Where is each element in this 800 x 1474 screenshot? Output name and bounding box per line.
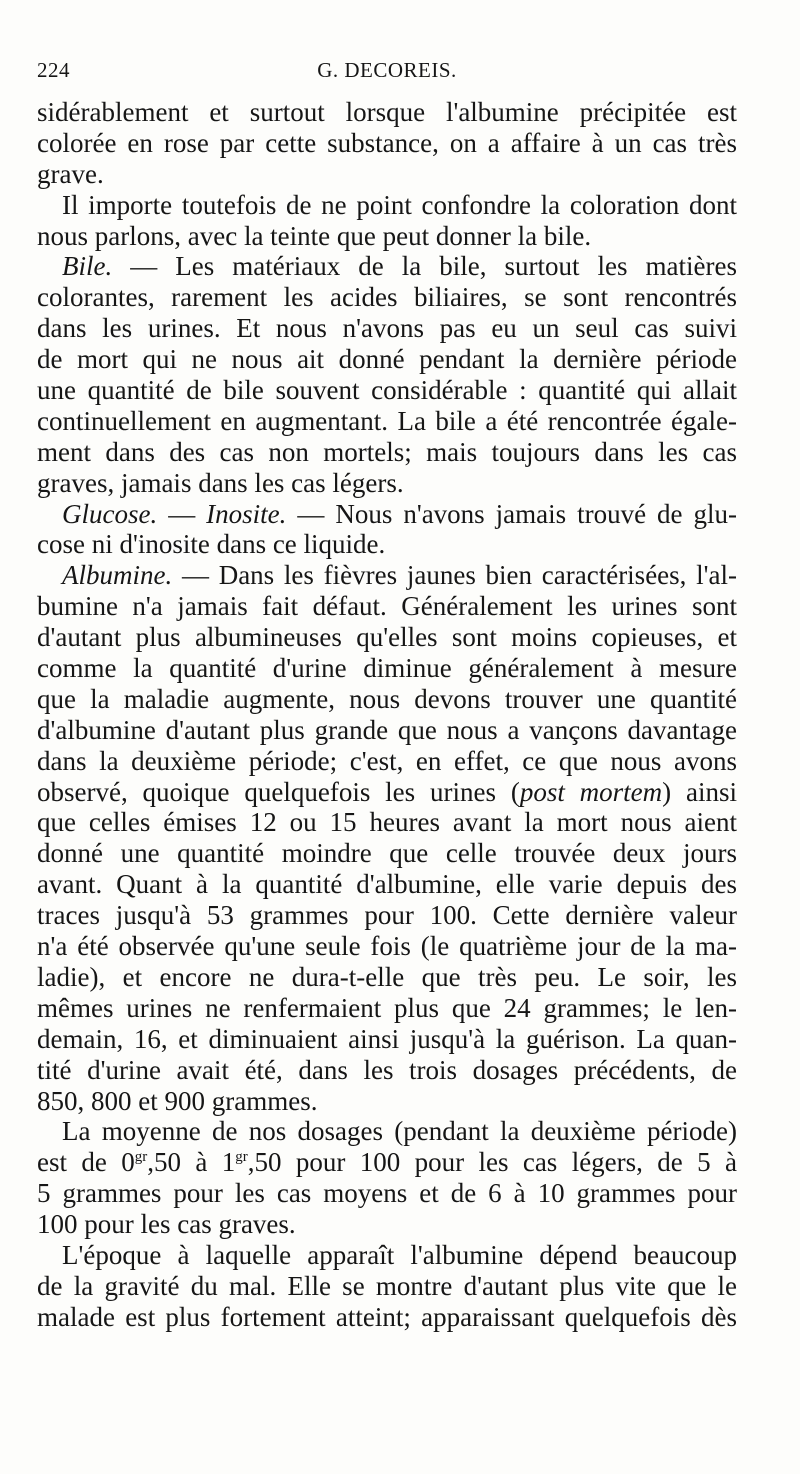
text-line: 100 pour les cas graves.	[37, 1209, 296, 1240]
text-line: traces jusqu'à 53 grammes pour 100. Cette dernière valeur	[37, 900, 737, 931]
text-line: continuellement en augmentant. La bile a été rencontrée égale-	[37, 405, 737, 436]
text-line: d'autant plus albumineuses qu'elles sont moins copieuses, et	[37, 622, 737, 653]
page-number: 224	[37, 58, 70, 82]
text-segment: ,50 à 1	[147, 1147, 236, 1178]
unit-superscript: gr	[235, 1149, 248, 1166]
unit-superscript: gr	[134, 1149, 148, 1166]
text-line: cose ni d'inosite dans ce liquide.	[37, 529, 386, 560]
text-line: 850, 800 et 900 grammes.	[37, 1085, 318, 1116]
text-line: comme la quantité d'urine diminue généralement à mesure	[37, 653, 737, 684]
text-segment: — Les matériaux de la bile, surtout les matières	[112, 251, 737, 282]
text-line: bumine n'a jamais fait défaut. Généralement les urines sont	[37, 591, 737, 622]
text-segment: ,50 pour 100 pour les cas légers, de 5 à	[247, 1147, 738, 1178]
text-line: sidérablement et surtout lorsque l'albumine précipitée est	[37, 97, 737, 127]
text-line	[37, 560, 737, 591]
text-line: dans les urines. Et nous n'avons pas eu un seul cas suivi	[37, 313, 737, 344]
text-segment: observé, quoique quelquefois les urines (	[37, 776, 520, 807]
text-line: nous parlons, avec la teinte que peut donner la bile.	[37, 220, 592, 251]
text-line: grave.	[37, 158, 104, 189]
text-line: malade est plus fortement atteint; apparaissant quelquefois dès	[37, 1301, 737, 1332]
text-line: que celles émises 12 ou 15 heures avant la mort nous aient	[37, 807, 737, 838]
page-header	[37, 58, 737, 88]
text-line: mêmes urines ne renfermaient plus que 24 grammes; le len-	[37, 992, 737, 1023]
text-line: que la maladie augmente, nous devons trouver une quantité	[37, 683, 737, 714]
text-line: avant. Quant à la quantité d'albumine, elle varie depuis des	[37, 869, 737, 900]
text-line	[37, 777, 737, 808]
section-heading-albumine: Albumine.	[62, 560, 173, 591]
text-line: L'époque à laquelle apparaît l'albumine dépend beaucoup	[62, 1239, 737, 1270]
text-line	[37, 1147, 737, 1178]
text-segment: —	[157, 498, 207, 529]
text-line: de mort qui ne nous ait donné pendant la dernière période	[37, 344, 737, 375]
text-line: tité d'urine avait été, dans les trois dosages précédents, de	[37, 1054, 737, 1085]
text-line: de la gravité du mal. Elle se montre d'autant plus vite que le	[37, 1270, 737, 1301]
text-line: dans la deuxième période; c'est, en effet, ce que nous avons	[37, 745, 737, 776]
text-segment: est de 0	[37, 1147, 135, 1178]
text-line: donné une quantité moindre que celle trouvée deux jours	[37, 838, 737, 869]
text-line	[37, 251, 737, 282]
text-line: d'albumine d'autant plus grande que nous a vançons davantage	[37, 714, 737, 745]
text-line: ment dans des cas non mortels; mais toujours dans les cas	[37, 436, 737, 467]
text-line: graves, jamais dans les cas légers.	[37, 467, 404, 498]
text-line: Il importe toutefois de ne point confondre la coloration dont	[62, 189, 737, 220]
text-line: une quantité de bile souvent considérable : quantité qui allait	[37, 375, 737, 406]
text-segment: — Dans les fièvres jaunes bien caractérisées, l'al-	[172, 560, 737, 591]
text-line: colorantes, rarement les acides biliaires, se sont rencontrés	[37, 282, 737, 313]
section-heading-glucose: Glucose.	[62, 498, 158, 529]
text-line: n'a été observée qu'une seule fois (le quatrième jour de la ma-	[37, 931, 737, 962]
text-line: La moyenne de nos dosages (pendant la deuxième période)	[62, 1116, 737, 1147]
text-segment: — Nous n'avons jamais trouvé de glu-	[286, 498, 737, 529]
text-line: colorée en rose par cette substance, on a affaire à un cas très	[37, 127, 737, 158]
text-line: 5 grammes pour les cas moyens et de 6 à 10 grammes pour	[37, 1178, 737, 1209]
body-text	[37, 97, 737, 1333]
emphasis-post-mortem: post mortem	[519, 776, 663, 807]
running-head: G. DECOREIS.	[317, 58, 457, 82]
section-heading-inosite: Inosite.	[206, 498, 287, 529]
text-line: ladie), et encore ne dura-t-elle que très peu. Le soir, les	[37, 961, 737, 992]
section-heading-bile: Bile.	[62, 251, 113, 282]
text-segment: ) ainsi	[662, 776, 737, 807]
text-line: demain, 16, et diminuaient ainsi jusqu'à la guérison. La quan-	[37, 1023, 737, 1054]
text-line	[37, 499, 737, 530]
